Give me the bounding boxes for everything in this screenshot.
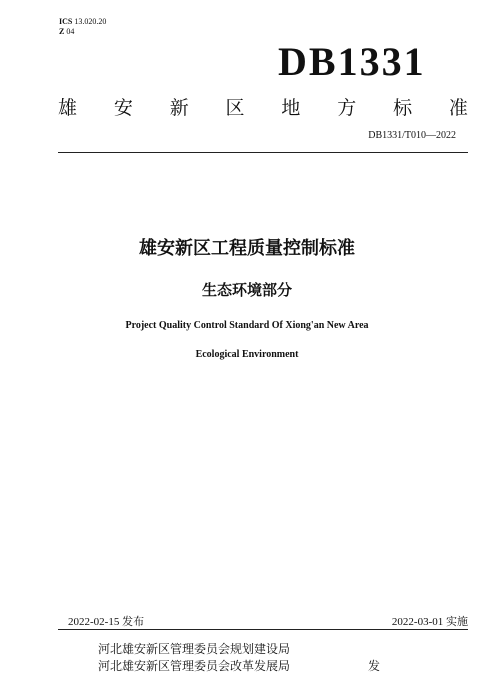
ics-classification	[59, 17, 106, 37]
local-standard-char: 准	[448, 97, 468, 119]
document-subtitle-zh: 生态环境部分	[201, 281, 292, 299]
local-standard-char: 安	[113, 97, 133, 119]
class-value: 04	[66, 27, 75, 36]
issue-word: 发	[368, 659, 381, 673]
footer-divider	[58, 629, 468, 630]
issuer-reform-bureau: 河北雄安新区管理委员会改革发展局	[98, 659, 291, 673]
document-subtitle-en: Ecological Environment	[195, 349, 299, 360]
document-title-en: Project Quality Control Standard Of Xiong'an New Area	[125, 320, 369, 331]
local-standard-char: 地	[281, 97, 301, 119]
issue-date: 2022-02-15 发布	[68, 616, 145, 628]
local-standard-char: 方	[337, 97, 357, 119]
document-title-zh: 雄安新区工程质量控制标准	[139, 238, 355, 259]
ics-label: ICS	[59, 17, 73, 26]
header-divider	[58, 152, 468, 153]
local-standard-char: 标	[393, 97, 413, 119]
issuer-planning-bureau: 河北雄安新区管理委员会规划建设局	[98, 642, 291, 656]
local-standard-char: 雄	[58, 97, 78, 119]
standard-number: DB1331/T010—2022	[368, 130, 456, 141]
standard-code: DB1331	[278, 39, 426, 84]
local-standard-char: 区	[225, 97, 245, 119]
implementation-date: 2022-03-01 实施	[391, 616, 468, 628]
local-standard-char: 新	[169, 97, 189, 119]
local-standard-heading	[58, 93, 468, 120]
class-label: Z	[59, 27, 65, 36]
ics-value: 13.020.20	[74, 17, 107, 26]
